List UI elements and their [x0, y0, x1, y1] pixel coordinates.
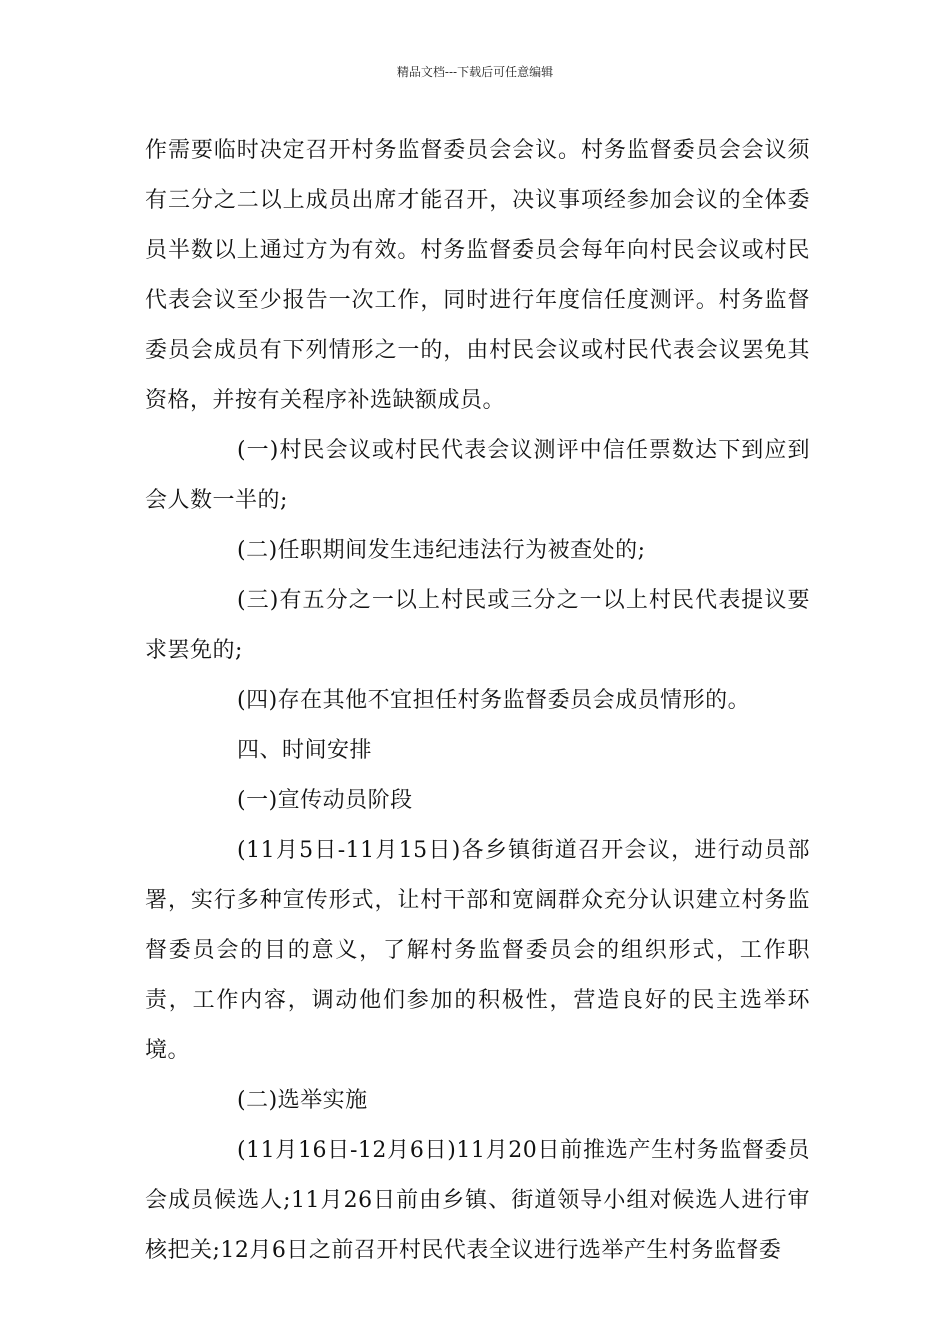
paragraph-removal-condition-3: (三)有五分之一以上村民或三分之一以上村民代表提议要求罢免的; — [145, 588, 810, 663]
subheading-election-implementation: (二)选举实施 — [237, 1088, 368, 1113]
section-heading-schedule: 四、时间安排 — [237, 738, 373, 763]
document-body — [145, 126, 810, 1276]
paragraph-election-details: (11月16日-12月6日)11月20日前推选产生村务监督委员会成员候选人;11月26日前由乡镇、街道领导小组对候选人进行审核把关;12月6日之前召开村民代表全议进行选举产生村务监督委 — [145, 1138, 810, 1263]
paragraph-removal-condition-2: (二)任职期间发生违纪违法行为被查处的; — [237, 538, 646, 563]
paragraph-committee-meeting-rules: 作需要临时决定召开村务监督委员会会议。村务监督委员会会议须有三分之二以上成员出席才能召开，决议事项经参加会议的全体委员半数以上通过方为有效。村务监督委员会每年向村民会议或村民代表会议至少报告一次工作，同时进行年度信任度测评。村务监督委员会成员有下列情形之一的，由村民会议或村民代表会议罢免其资格，并按有关程序补选缺额成员。 — [145, 138, 810, 413]
page-header: 精品文档---下载后可任意编辑 — [396, 65, 554, 79]
paragraph-removal-condition-1: (一)村民会议或村民代表会议测评中信任票数达下到应到会人数一半的; — [145, 438, 810, 513]
paragraph-removal-condition-4: (四)存在其他不宜担任村务监督委员会成员情形的。 — [237, 688, 751, 713]
subheading-mobilization-stage: (一)宣传动员阶段 — [237, 788, 413, 813]
paragraph-mobilization-details: (11月5日-11月15日)各乡镇街道召开会议，进行动员部署，实行多种宣传形式，让村干部和宽阔群众充分认识建立村务监督委员会的目的意义，了解村务监督委员会的组织形式，工作职责，工作内容，调动他们参加的积极性，营造良好的民主选举环境。 — [145, 838, 810, 1063]
